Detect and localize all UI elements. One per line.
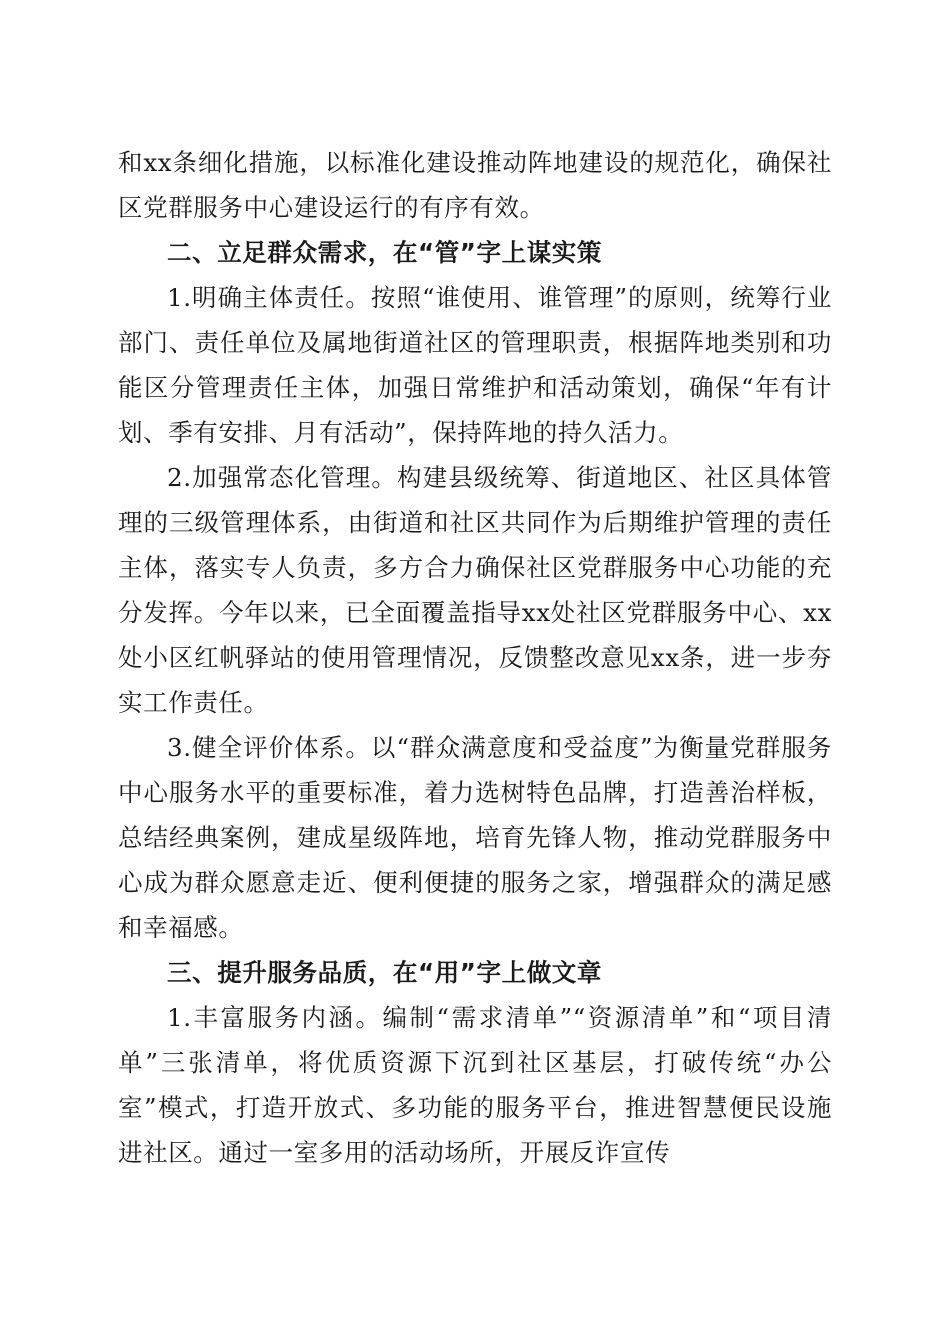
section-heading-3: 三、提升服务品质，在“用”字上做文章 [167,958,603,987]
paragraph-clarify-responsibility: 1.明确主体责任。按照“谁使用、谁管理”的原则，统筹行业部门、责任单位及属地街道社区的管理职责，根据阵地类别和功能区分管理责任主体，加强日常维护和活动策划，确保“年有计划、季有安排、月有活动”，保持阵地的持久活力。 [118,283,832,447]
paragraph-continuation: 和xx条细化措施，以标准化建设推动阵地建设的规范化，确保社区党群服务中心建设运行的有序有效。 [118,148,832,222]
section-heading-2: 二、立足群众需求，在“管”字上谋实策 [167,238,603,267]
paragraph-enrich-services: 1.丰富服务内涵。编制“需求清单”“资源清单”和“项目清单”三张清单，将优质资源下沉到社区基层，打破传统“办公室”模式，打造开放式、多功能的服务平台，推进智慧便民设施进社区。通过一室多用的活动场所，开展反诈宣传 [118,1003,832,1167]
document-page [118,140,832,1175]
paragraph-regular-management: 2.加强常态化管理。构建县级统筹、街道地区、社区具体管理的三级管理体系，由街道和社区共同作为后期维护管理的责任主体，落实专人负责，多方合力确保社区党群服务中心功能的充分发挥。今年以来，已全面覆盖指导xx处社区党群服务中心、xx处小区红帆驿站的使用管理情况，反馈整改意见xx条，进一步夯实工作责任。 [118,463,832,717]
paragraph-evaluation-system: 3.健全评价体系。以“群众满意度和受益度”为衡量党群服务中心服务水平的重要标准，着力选树特色品牌，打造善治样板，总结经典案例，建成星级阵地，培育先锋人物，推动党群服务中心成为群众愿意走近、便利便捷的服务之家，增强群众的满足感和幸福感。 [118,733,832,942]
